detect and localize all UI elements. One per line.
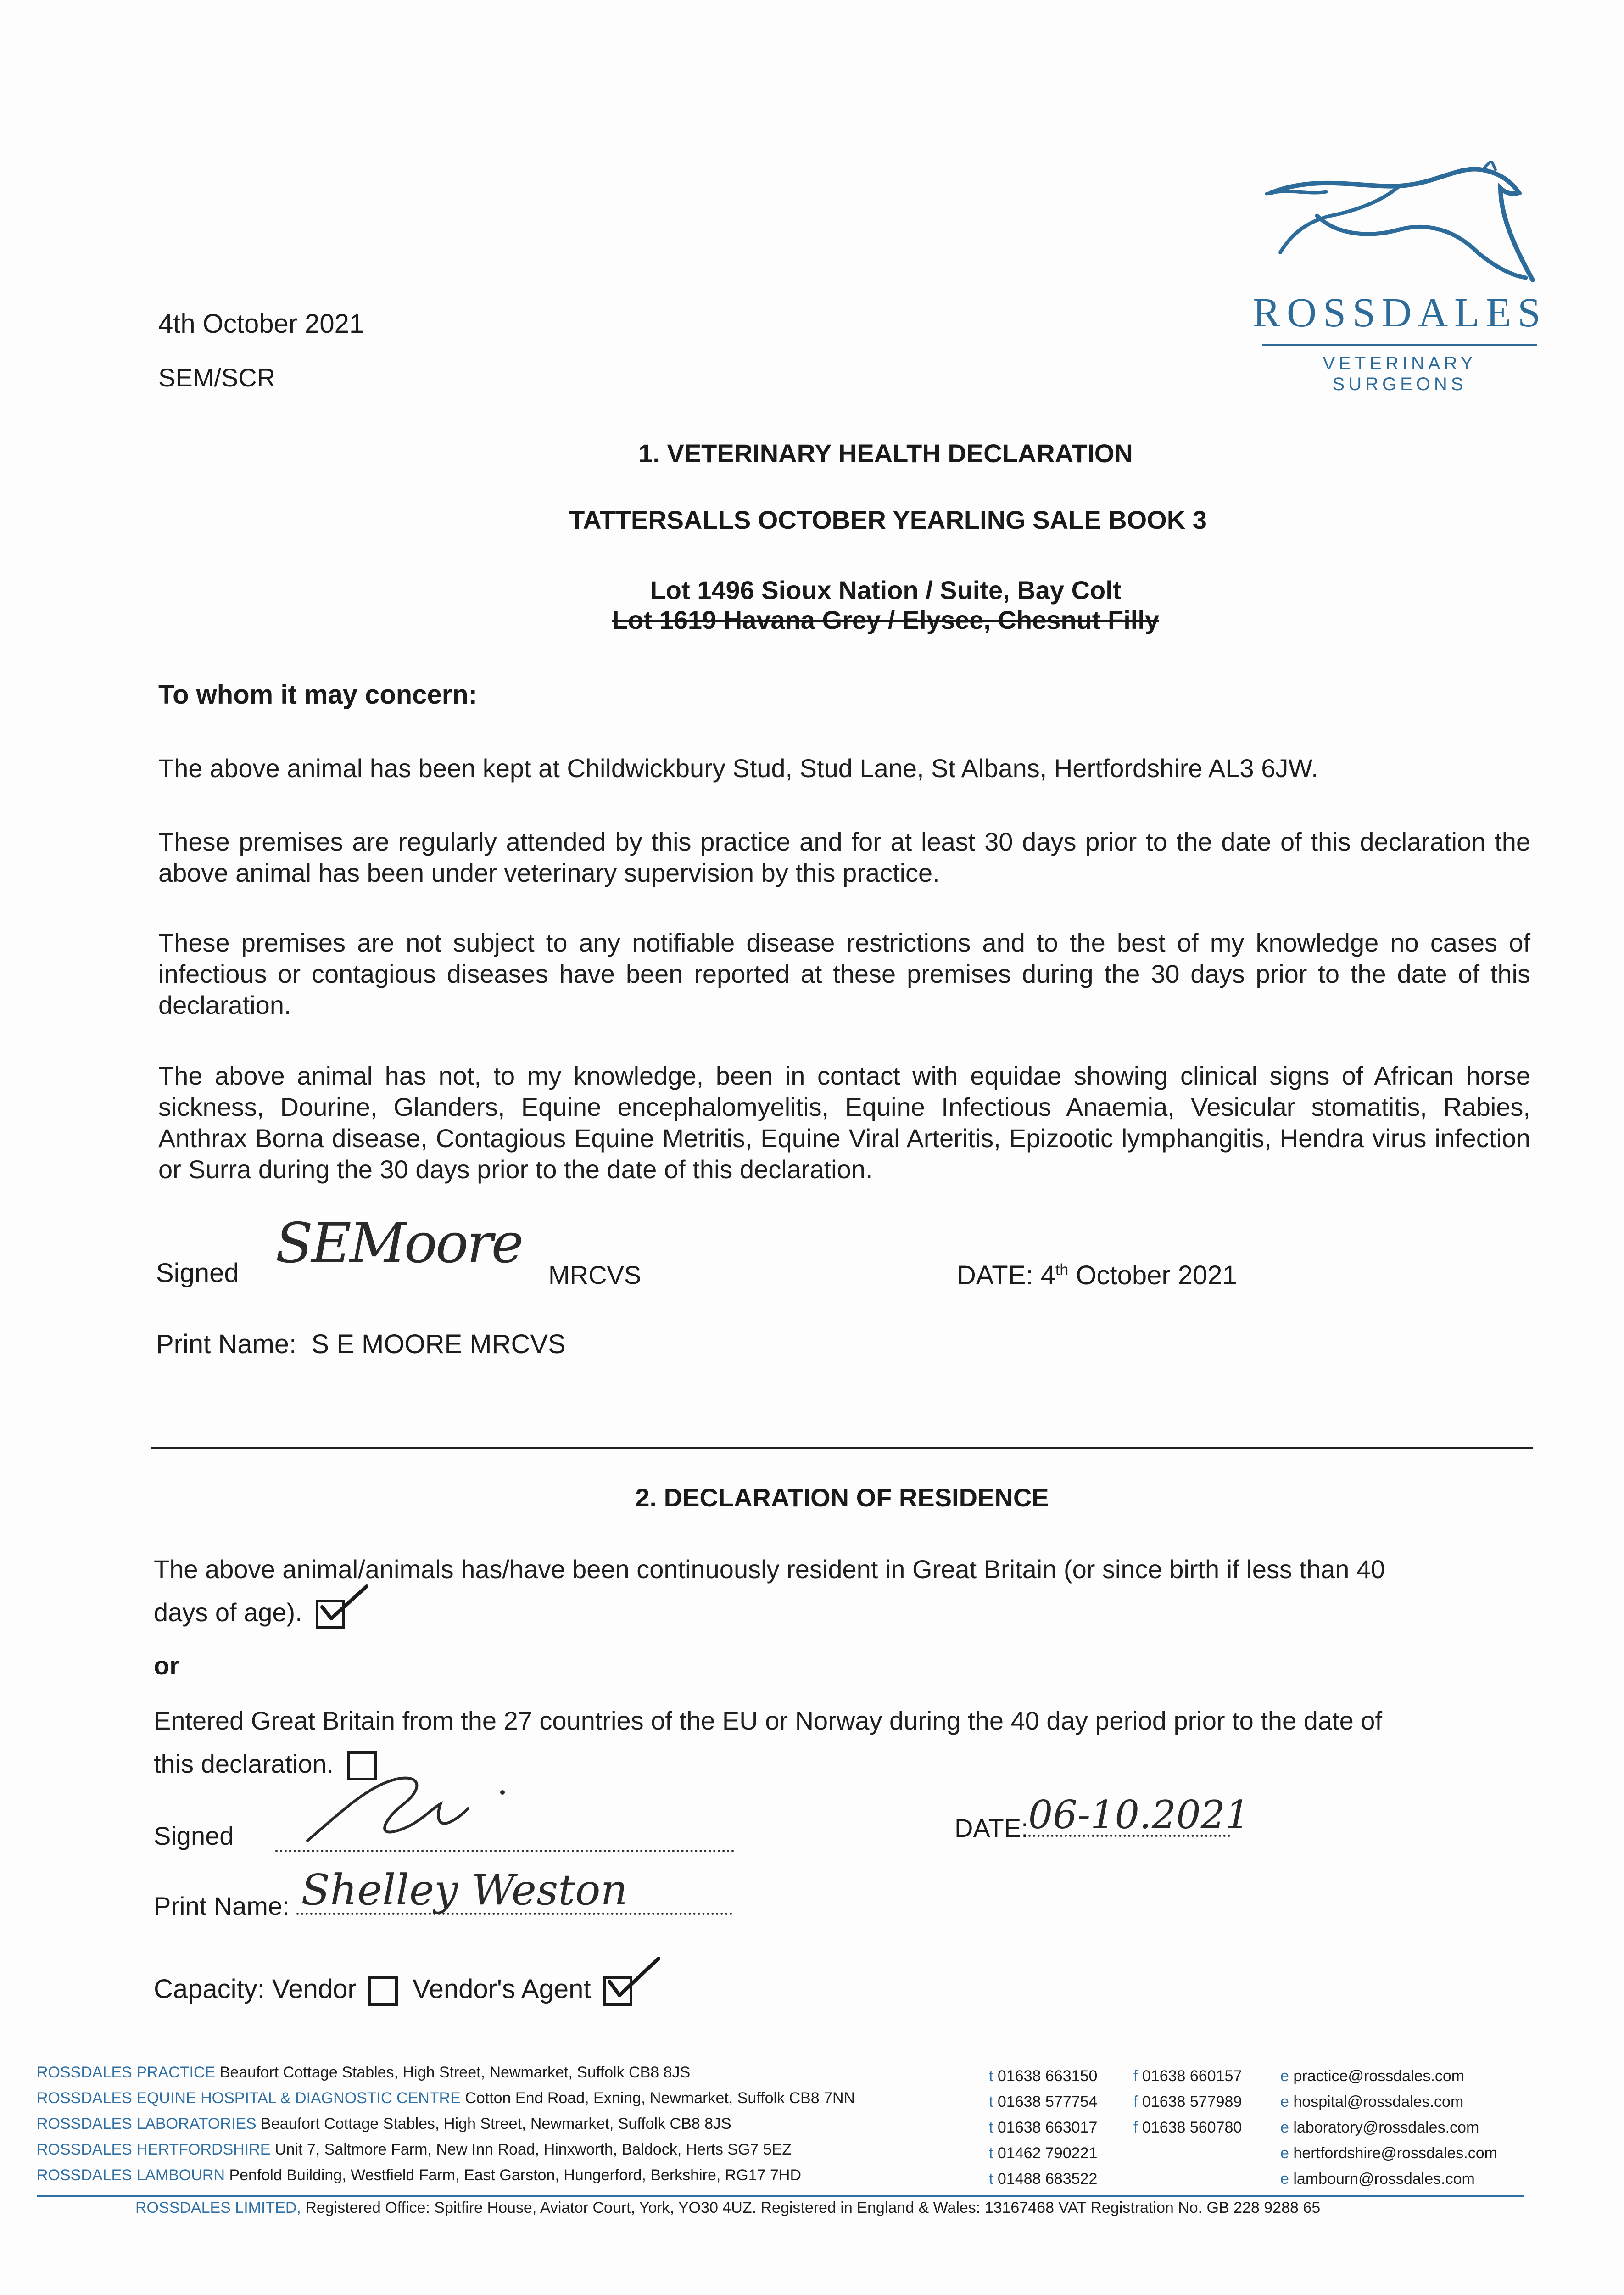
footer-tel: t 01638 577754 bbox=[989, 2093, 1098, 2110]
residence-option2-line1: Entered Great Britain from the 27 countries of the EU or Norway during the 40 day period prior to the date of bbox=[154, 1706, 1383, 1735]
footer-row bbox=[37, 2089, 855, 2107]
footer-location-name: ROSSDALES EQUINE HOSPITAL & DIAGNOSTIC CENTRE bbox=[37, 2089, 461, 2107]
signed-suffix: MRCVS bbox=[548, 1260, 642, 1289]
footer-address: Beaufort Cottage Stables, High Street, Newmarket, Suffolk CB8 8JS bbox=[261, 2115, 731, 2133]
letter-reference: SEM/SCR bbox=[158, 363, 276, 392]
horse-logo-icon bbox=[1262, 161, 1537, 298]
print-name-value-2: Shelley Weston bbox=[301, 1865, 628, 1914]
agent-signature bbox=[298, 1763, 528, 1850]
declaration-date-2 bbox=[954, 1792, 1250, 1843]
footer-location-name: ROSSDALES HERTFORDSHIRE bbox=[37, 2141, 271, 2158]
section-divider bbox=[151, 1447, 1533, 1449]
paragraph-restrictions: These premises are not subject to any notifiable disease restrictions and to the best of my knowledge no cases of infectious or contagious diseases have been reported at these premises during the 30 days prior to the date of this declaration. bbox=[158, 928, 1530, 1019]
date-label-2: DATE: bbox=[954, 1814, 1028, 1842]
capacity-row bbox=[154, 1974, 632, 2006]
checkbox-vendor[interactable] bbox=[368, 1976, 398, 2006]
footer-row bbox=[37, 2063, 690, 2082]
footer-address: Unit 7, Saltmore Farm, New Inn Road, Hinxworth, Baldock, Herts SG7 5EZ bbox=[274, 2141, 792, 2158]
date-rest-1: October 2021 bbox=[1068, 1260, 1237, 1290]
footer-registered bbox=[135, 2199, 1320, 2217]
date-label-1: DATE: bbox=[957, 1260, 1041, 1290]
section1-heading: 1. VETERINARY HEALTH DECLARATION bbox=[638, 439, 1133, 468]
footer-rule bbox=[37, 2195, 1524, 2197]
print-name-line-2 bbox=[296, 1865, 732, 1915]
paragraph-contact: The above animal has not, to my knowledge, been in contact with equidae showing clinical signs of African horse sickness, Dourine, Glanders, Equine encephalomyelitis, Equine Infectious Anaemia, Vesicular stomatitis, Rabies, Anthrax Borna disease, Contagious Equine Metritis, Equine Viral Arteritis, Epizootic lymphangitis, Hendra virus infection or Surra during the 30 days prior to the date of this declaration. bbox=[158, 1061, 1530, 1184]
footer-email[interactable]: e lambourn@rossdales.com bbox=[1280, 2170, 1475, 2188]
lot-current: Lot 1496 Sioux Nation / Suite, Bay Colt bbox=[650, 576, 1122, 605]
footer-location-name: ROSSDALES LAMBOURN bbox=[37, 2166, 225, 2184]
section1-subheading: TATTERSALLS OCTOBER YEARLING SALE BOOK 3 bbox=[569, 505, 1207, 534]
tick-icon bbox=[318, 1584, 369, 1625]
lot-struck: Lot 1619 Havana Grey / Elysee, Chesnut Filly bbox=[612, 605, 1160, 634]
footer-tel: t 01638 663017 bbox=[989, 2119, 1098, 2136]
footer-address: Beaufort Cottage Stables, High Street, Newmarket, Suffolk CB8 8JS bbox=[219, 2064, 691, 2081]
footer-email[interactable]: e laboratory@rossdales.com bbox=[1280, 2119, 1479, 2136]
footer-fax: f 01638 577989 bbox=[1133, 2093, 1242, 2110]
or-label: or bbox=[154, 1651, 179, 1680]
date-day-1: 4 bbox=[1040, 1260, 1055, 1290]
footer-email[interactable]: e hospital@rossdales.com bbox=[1280, 2093, 1464, 2110]
company-tagline: VETERINARY SURGEONS bbox=[1323, 353, 1477, 394]
declaration-date-1 bbox=[957, 1260, 1237, 1291]
residence-option1-text: days of age). bbox=[154, 1598, 302, 1627]
vet-signature: SEMoore bbox=[275, 1212, 522, 1276]
letter-date: 4th October 2021 bbox=[158, 309, 364, 339]
capacity-label: Capacity: Vendor bbox=[154, 1974, 357, 2004]
checkbox-vendors-agent[interactable] bbox=[603, 1976, 632, 2006]
footer-email[interactable]: e practice@rossdales.com bbox=[1280, 2067, 1465, 2085]
footer-registered-name: ROSSDALES LIMITED, bbox=[135, 2199, 301, 2217]
print-name-1 bbox=[156, 1329, 566, 1360]
paragraph-supervision: These premises are regularly attended by this practice and for at least 30 days prior to the date of this declaration the above animal has been under veterinary supervision by this practice. bbox=[158, 827, 1530, 887]
footer-address: Penfold Building, Westfield Farm, East Garston, Hungerford, Berkshire, RG17 7HD bbox=[229, 2166, 802, 2184]
footer-tel: t 01488 683522 bbox=[989, 2170, 1098, 2188]
agent-label: Vendor's Agent bbox=[413, 1974, 591, 2004]
checkbox-continuously-resident[interactable] bbox=[316, 1600, 345, 1629]
date-suffix-1: th bbox=[1055, 1261, 1069, 1279]
print-name-2 bbox=[154, 1865, 732, 1921]
rossdales-logo bbox=[1253, 161, 1547, 394]
footer-location-name: ROSSDALES LABORATORIES bbox=[37, 2115, 257, 2133]
print-name-value-1: S E MOORE MRCVS bbox=[311, 1329, 566, 1359]
footer-tel: t 01462 790221 bbox=[989, 2144, 1098, 2162]
footer-address: Cotton End Road, Exning, Newmarket, Suffolk CB8 7NN bbox=[465, 2089, 855, 2107]
salutation: To whom it may concern: bbox=[158, 680, 478, 710]
signed-label-1: Signed bbox=[156, 1258, 239, 1288]
print-name-label-2: Print Name: bbox=[154, 1892, 290, 1920]
print-name-label-1: Print Name: bbox=[156, 1329, 297, 1359]
residence-option1-line2 bbox=[154, 1597, 345, 1629]
section2-heading: 2. DECLARATION OF RESIDENCE bbox=[635, 1483, 1049, 1512]
signed-label-2: Signed bbox=[154, 1821, 234, 1850]
footer-email[interactable]: e hertfordshire@rossdales.com bbox=[1280, 2144, 1497, 2162]
date-value-2: 06-10.2021 bbox=[1028, 1792, 1250, 1837]
company-name: ROSSDALES bbox=[1253, 290, 1547, 336]
footer-fax: f 01638 660157 bbox=[1133, 2067, 1242, 2085]
footer-registered-text: Registered Office: Spitfire House, Aviator Court, York, YO30 4UZ. Registered in England & Wales: 13167468 VAT Registration No. GB 228 9288 65 bbox=[305, 2199, 1321, 2217]
footer-location-name: ROSSDALES PRACTICE bbox=[37, 2064, 216, 2081]
footer-row bbox=[37, 2115, 731, 2133]
residence-option1-line1: The above animal/animals has/have been continuously resident in Great Britain (or since birth if less than 40 bbox=[154, 1555, 1385, 1584]
footer-fax: f 01638 560780 bbox=[1133, 2119, 1242, 2136]
paragraph-premises: The above animal has been kept at Childwickbury Stud, Stud Lane, St Albans, Hertfordshire AL3 6JW. bbox=[158, 754, 1318, 783]
tick-icon bbox=[606, 1956, 661, 2002]
footer-row bbox=[37, 2166, 801, 2184]
residence-option2-text: this declaration. bbox=[154, 1749, 334, 1778]
footer-row bbox=[37, 2140, 792, 2159]
footer-tel: t 01638 663150 bbox=[989, 2067, 1098, 2085]
